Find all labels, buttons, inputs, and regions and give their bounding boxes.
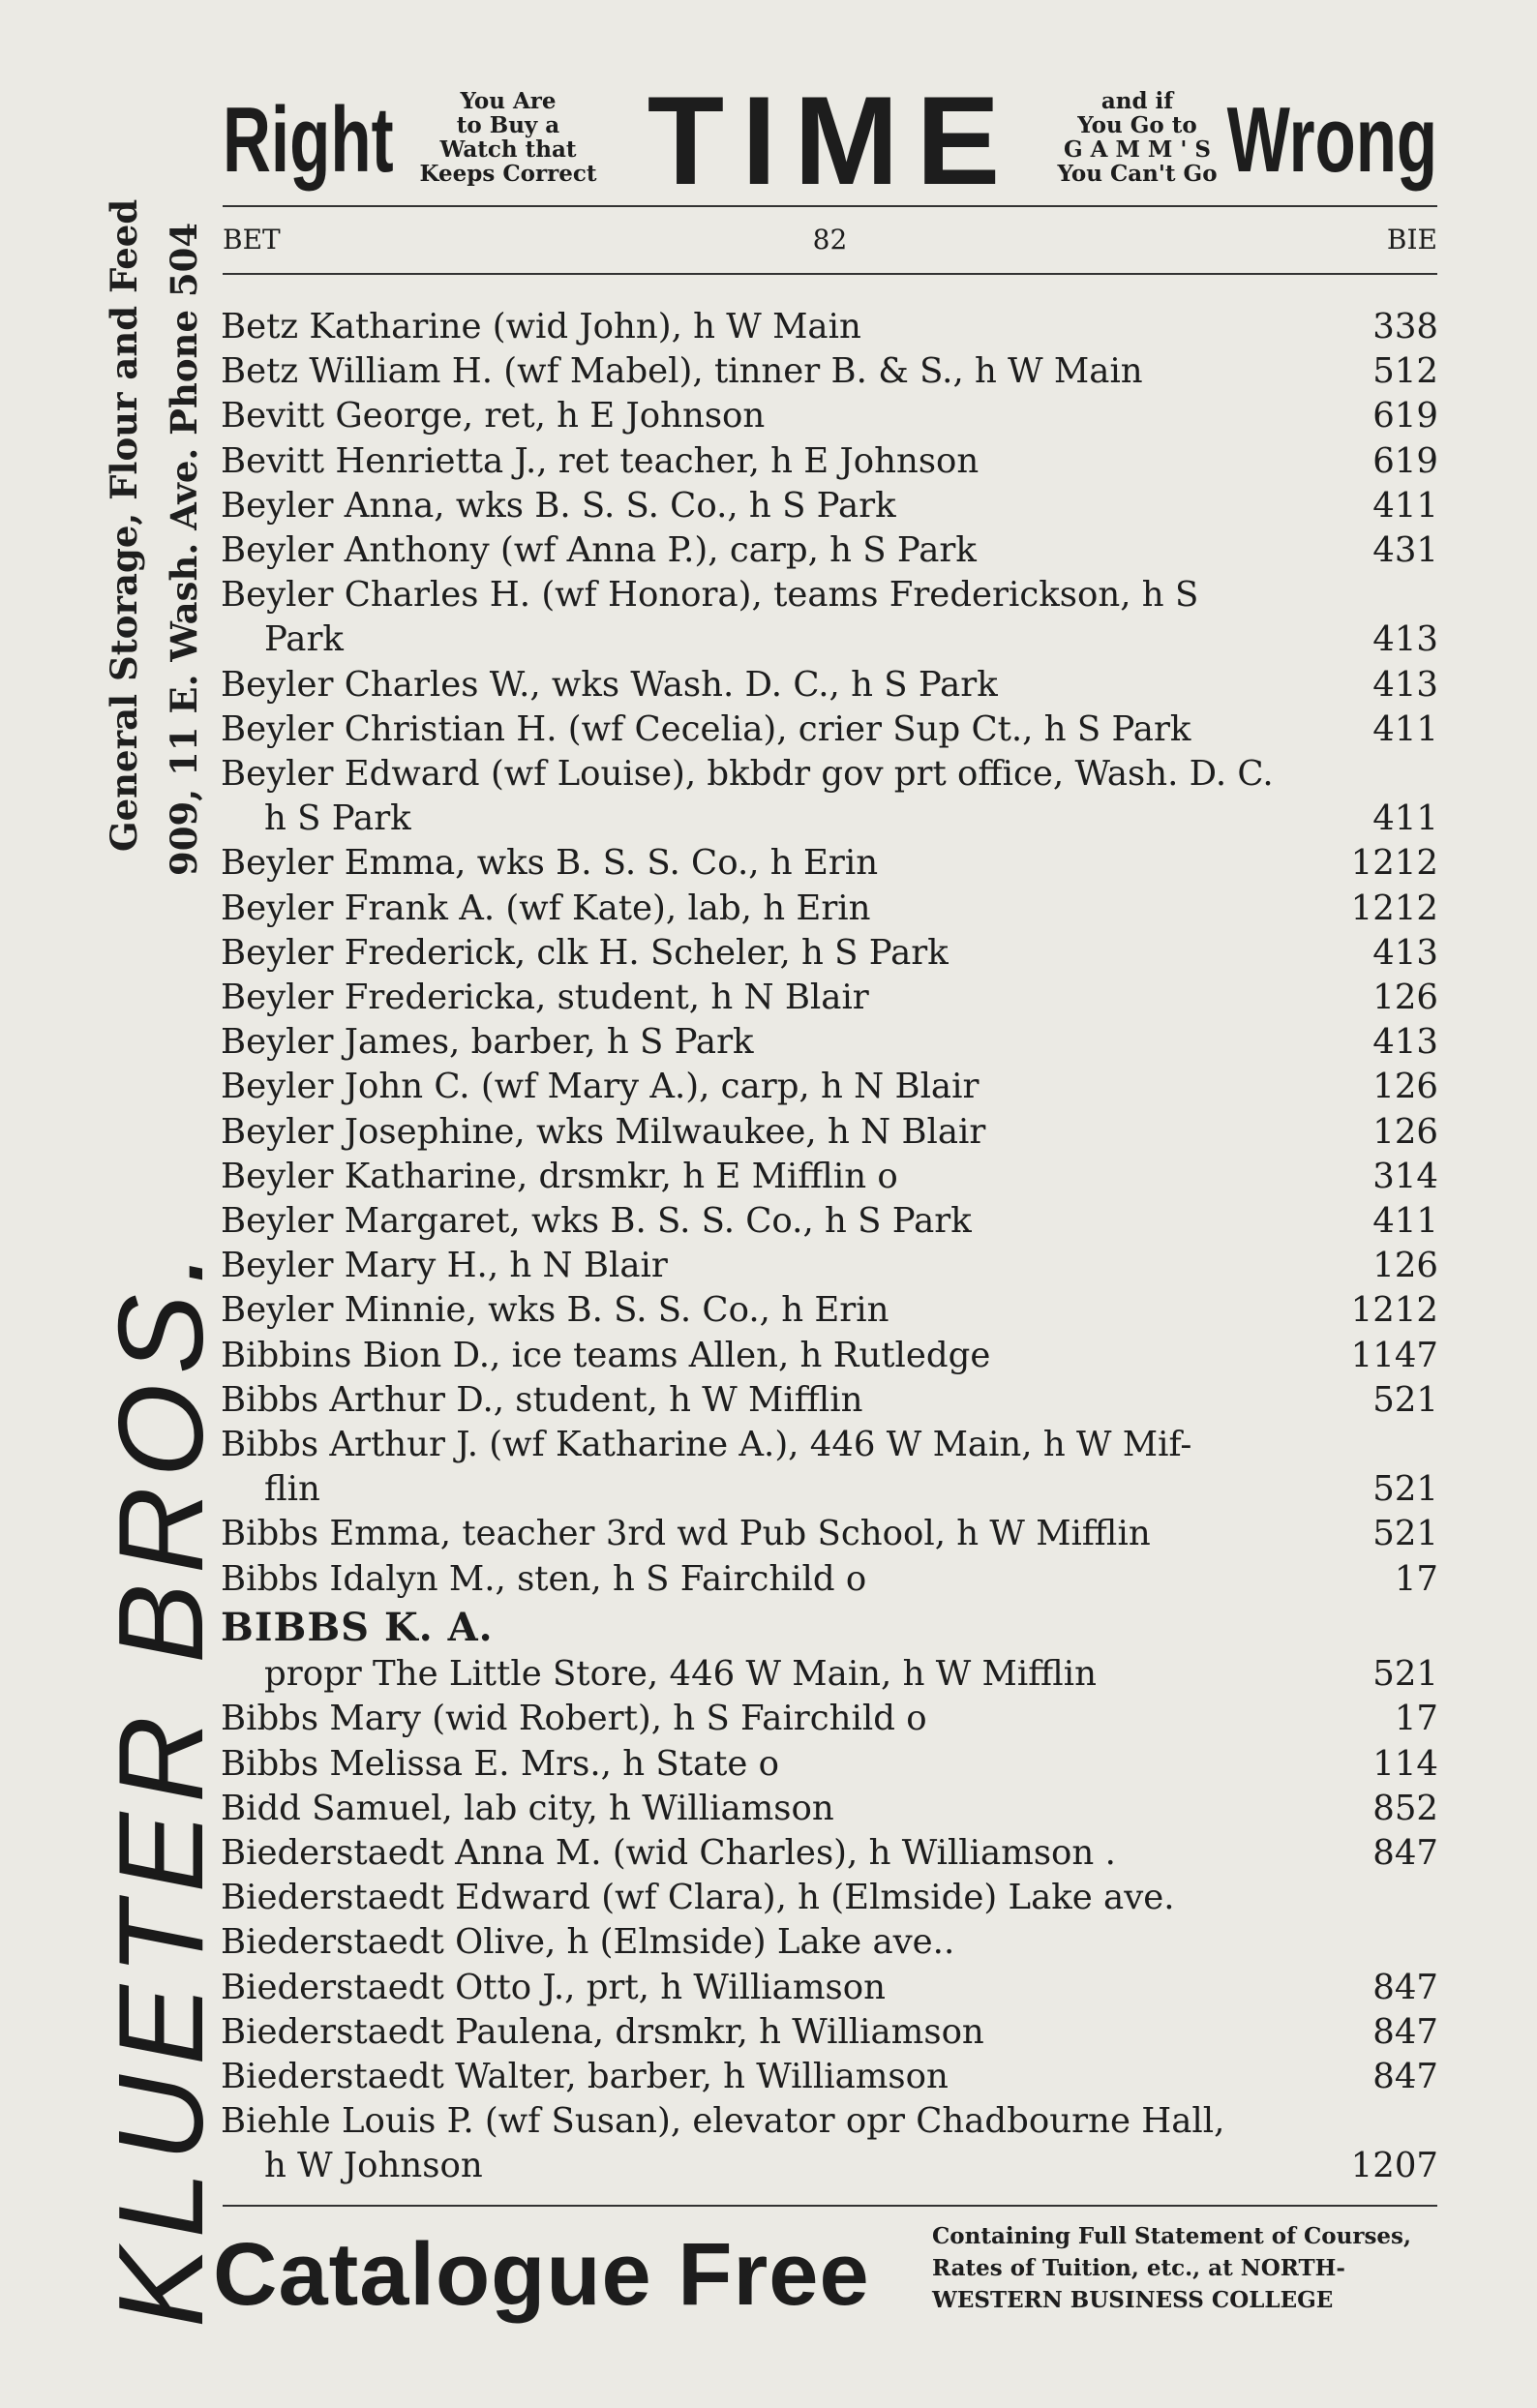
listing-entry bbox=[221, 305, 1438, 349]
entry-text: Biederstaedt Paulena, drsmkr, h Williamson bbox=[221, 2011, 984, 2052]
listing-continuation bbox=[221, 797, 1438, 841]
entry-text: Biederstaedt Anna M. (wid Charles), h Williamson . bbox=[221, 1832, 1116, 1873]
entry-text: Beyler Charles H. (wf Honora), teams Frederickson, h S bbox=[221, 575, 1199, 616]
entry-text: Bibbs Emma, teacher 3rd wd Pub School, h W Mifflin bbox=[221, 1514, 1151, 1554]
entry-number: 411 bbox=[1372, 708, 1438, 749]
listing-entry bbox=[221, 1512, 1438, 1556]
top-ad-right-line: G A M M ' S bbox=[1063, 136, 1212, 163]
listing-entry bbox=[221, 1557, 1438, 1602]
entry-text: Beyler Anna, wks B. S. S. Co., h S Park bbox=[221, 485, 896, 526]
listing-entry bbox=[221, 1244, 1438, 1288]
entry-text: Beyler John C. (wf Mary A.), carp, h N Blair bbox=[221, 1067, 979, 1107]
entry-text: Beyler Josephine, wks Milwaukee, h N Blair bbox=[221, 1111, 986, 1152]
entry-number: 413 bbox=[1372, 1022, 1438, 1063]
entry-text: Bibbs Idalyn M., sten, h S Fairchild o bbox=[221, 1558, 867, 1599]
entry-number: 521 bbox=[1372, 1469, 1438, 1510]
entry-number: 521 bbox=[1372, 1654, 1438, 1695]
entry-text: Betz Katharine (wid John), h W Main bbox=[221, 307, 861, 346]
top-ad-left-line: Watch that bbox=[439, 136, 577, 163]
entry-text: Beyler Anthony (wf Anna P.), carp, h S Park bbox=[221, 530, 977, 571]
entry-text: Beyler Frank A. (wf Kate), lab, h Erin bbox=[221, 888, 871, 928]
listing-entry bbox=[221, 1876, 1438, 1920]
top-ad-right-line: and if bbox=[1100, 88, 1174, 114]
entry-text: Biederstaedt Olive, h (Elmside) Lake ave.. bbox=[221, 1922, 955, 1963]
entry-text: Beyler Emma, wks B. S. S. Co., h Erin bbox=[221, 843, 879, 884]
listing-entry bbox=[221, 1288, 1438, 1333]
entry-text: Bevitt George, ret, h E Johnson bbox=[221, 396, 766, 436]
page-number: 82 bbox=[812, 224, 848, 256]
entry-text: Biederstaedt Otto J., prt, h Williamson bbox=[221, 1967, 886, 2007]
listing-entry bbox=[221, 439, 1438, 484]
entry-number: 1212 bbox=[1350, 888, 1438, 928]
listing-entry bbox=[221, 1334, 1438, 1378]
listing-entry bbox=[221, 707, 1438, 752]
entry-text: Biehle Louis P. (wf Susan), elevator opr Chadbourne Hall, bbox=[221, 2101, 1225, 2142]
entry-text: Bibbs Arthur J. (wf Katharine A.), 446 W Main, h W Mif- bbox=[221, 1425, 1192, 1465]
entry-number: 847 bbox=[1372, 2056, 1438, 2096]
entry-number: 413 bbox=[1372, 664, 1438, 705]
entry-number: 512 bbox=[1372, 351, 1438, 392]
listing-entry bbox=[221, 2010, 1438, 2055]
entry-text: Beyler Edward (wf Louise), bkbdr gov prt office, Wash. D. C. bbox=[221, 754, 1274, 795]
entry-text: Beyler Minnie, wks B. S. S. Co., h Erin bbox=[221, 1290, 889, 1331]
entry-text: Beyler Frederick, clk H. Scheler, h S Park bbox=[221, 932, 949, 973]
entry-number: 1147 bbox=[1350, 1335, 1438, 1375]
listing-entry bbox=[221, 1920, 1438, 1965]
entry-text: h S Park bbox=[264, 798, 411, 839]
listing-entry bbox=[221, 887, 1438, 931]
listing-entry bbox=[221, 528, 1438, 573]
entry-text: Beyler Charles W., wks Wash. D. C., h S Park bbox=[221, 664, 998, 705]
side-advertisement bbox=[0, 0, 228, 2408]
entry-text: Beyler Katharine, drsmkr, h E Mifflin o bbox=[221, 1156, 898, 1196]
listing-entry bbox=[221, 931, 1438, 976]
running-head-right: BIE bbox=[1386, 224, 1437, 256]
entry-number: 847 bbox=[1372, 2011, 1438, 2052]
side-ad-brand: KLUETER BROS. bbox=[95, 1241, 228, 2328]
top-ad-right-line: You Can't Go bbox=[1057, 161, 1218, 187]
entry-number: 314 bbox=[1372, 1156, 1438, 1196]
entry-text: h W Johnson bbox=[264, 2146, 483, 2186]
entry-number: 1212 bbox=[1350, 843, 1438, 884]
entry-number: 413 bbox=[1372, 619, 1438, 660]
listing-entry bbox=[221, 1966, 1438, 2010]
listing-continuation bbox=[221, 1467, 1438, 1512]
listing-continuation bbox=[221, 1652, 1438, 1697]
entry-text: Bibbs Arthur D., student, h W Mifflin bbox=[221, 1379, 863, 1420]
entry-number: 126 bbox=[1372, 978, 1438, 1018]
running-head-left: BET bbox=[223, 224, 281, 256]
entry-text: Biederstaedt Walter, barber, h Williamson bbox=[221, 2056, 949, 2096]
entry-text: Beyler Margaret, wks B. S. S. Co., h S Park bbox=[221, 1201, 972, 1242]
listing-heading bbox=[221, 1606, 1438, 1652]
entry-number: 338 bbox=[1372, 307, 1438, 346]
entry-number: 619 bbox=[1372, 396, 1438, 436]
entry-text: flin bbox=[264, 1469, 320, 1510]
listing-entry bbox=[221, 1697, 1438, 1741]
listing-entry bbox=[221, 1199, 1438, 1244]
listing-entry bbox=[221, 976, 1438, 1020]
entry-number: 1207 bbox=[1350, 2146, 1438, 2186]
listing-entry bbox=[221, 2055, 1438, 2099]
entry-number: 114 bbox=[1372, 1743, 1438, 1784]
top-ad-time-word: TIME bbox=[647, 70, 1018, 211]
entry-text: Bidd Samuel, lab city, h Williamson bbox=[221, 1788, 834, 1828]
listing-entry bbox=[221, 1378, 1438, 1423]
entry-number: 126 bbox=[1372, 1111, 1438, 1152]
top-rule bbox=[223, 205, 1437, 207]
listing-entry bbox=[221, 1423, 1438, 1467]
directory-listing bbox=[221, 305, 1438, 2189]
entry-number: 847 bbox=[1372, 1967, 1438, 2007]
entry-number: 126 bbox=[1372, 1246, 1438, 1286]
bottom-ad-details bbox=[932, 2220, 1440, 2316]
top-ad-left-line: You Are bbox=[460, 88, 557, 114]
bottom-rule bbox=[223, 2205, 1437, 2207]
listing-entry bbox=[221, 1020, 1438, 1065]
listing-entry bbox=[221, 2099, 1438, 2144]
listing-entry bbox=[221, 573, 1438, 617]
entry-text: Bibbs Melissa E. Mrs., h State o bbox=[221, 1743, 780, 1784]
entry-number: 847 bbox=[1372, 1832, 1438, 1873]
bottom-ad-line: WESTERN BUSINESS COLLEGE bbox=[932, 2287, 1334, 2313]
top-ad-wrong-word: Wrong bbox=[1226, 88, 1437, 192]
header-rule bbox=[223, 273, 1437, 275]
top-ad-left-small bbox=[397, 89, 619, 186]
listing-entry bbox=[221, 484, 1438, 528]
bottom-advertisement bbox=[213, 2216, 1440, 2333]
listing-entry bbox=[221, 1787, 1438, 1831]
entry-number: 411 bbox=[1372, 485, 1438, 526]
side-ad-line2: 909, 11 E. Wash. Ave. Phone 504 bbox=[163, 222, 205, 876]
bottom-ad-line: Containing Full Statement of Courses, bbox=[932, 2223, 1412, 2249]
entry-number: 521 bbox=[1372, 1514, 1438, 1554]
entry-text: Bibbins Bion D., ice teams Allen, h Rutledge bbox=[221, 1335, 991, 1375]
side-ad-line1: General Storage, Flour and Feed bbox=[103, 198, 145, 852]
entry-text: Bibbs Mary (wid Robert), h S Fairchild o bbox=[221, 1699, 927, 1739]
entry-number: 1212 bbox=[1350, 1290, 1438, 1331]
listing-entry bbox=[221, 394, 1438, 438]
top-advertisement bbox=[223, 70, 1437, 211]
top-ad-left-line: to Buy a bbox=[456, 112, 560, 138]
entry-text: Beyler James, barber, h S Park bbox=[221, 1022, 754, 1063]
entry-number: 619 bbox=[1372, 440, 1438, 481]
entry-number: 413 bbox=[1372, 932, 1438, 973]
entry-number: 852 bbox=[1372, 1788, 1438, 1828]
bottom-ad-line: Rates of Tuition, etc., at NORTH- bbox=[932, 2255, 1345, 2281]
listing-continuation bbox=[221, 2144, 1438, 2188]
entry-text: Beyler Mary H., h N Blair bbox=[221, 1246, 668, 1286]
entry-text: Biederstaedt Edward (wf Clara), h (Elmside) Lake ave. bbox=[221, 1878, 1175, 1918]
listing-entry bbox=[221, 1831, 1438, 1876]
entry-number: 431 bbox=[1372, 530, 1438, 571]
entry-number: 126 bbox=[1372, 1067, 1438, 1107]
entry-text: Beyler Christian H. (wf Cecelia), crier Sup Ct., h S Park bbox=[221, 708, 1191, 749]
listing-entry bbox=[221, 1110, 1438, 1155]
listing-entry bbox=[221, 841, 1438, 886]
entry-text: propr The Little Store, 446 W Main, h W Mifflin bbox=[264, 1654, 1098, 1695]
listing-entry bbox=[221, 1742, 1438, 1787]
entry-text: BIBBS K. A. bbox=[221, 1604, 494, 1650]
entry-number: 411 bbox=[1372, 798, 1438, 839]
entry-text: Beyler Fredericka, student, h N Blair bbox=[221, 978, 869, 1018]
entry-number: 17 bbox=[1394, 1558, 1438, 1599]
listing-continuation bbox=[221, 617, 1438, 662]
listing-entry bbox=[221, 1065, 1438, 1109]
entry-text: Bevitt Henrietta J., ret teacher, h E Johnson bbox=[221, 440, 979, 481]
listing-entry bbox=[221, 1155, 1438, 1199]
listing-entry bbox=[221, 663, 1438, 707]
entry-text: Park bbox=[264, 619, 344, 660]
running-head bbox=[223, 221, 1437, 259]
top-ad-right-line: You Go to bbox=[1077, 112, 1197, 138]
top-ad-right-small bbox=[1026, 89, 1249, 186]
listing-entry bbox=[221, 752, 1438, 797]
listing-entry bbox=[221, 349, 1438, 394]
top-ad-left-line: Keeps Correct bbox=[419, 161, 597, 187]
entry-text: Betz William H. (wf Mabel), tinner B. & S., h W Main bbox=[221, 351, 1143, 392]
entry-number: 17 bbox=[1394, 1699, 1438, 1739]
bottom-ad-headline: Catalogue Free bbox=[213, 2225, 870, 2324]
entry-number: 521 bbox=[1372, 1379, 1438, 1420]
entry-number: 411 bbox=[1372, 1201, 1438, 1242]
top-ad-right-word: Right bbox=[223, 88, 394, 192]
